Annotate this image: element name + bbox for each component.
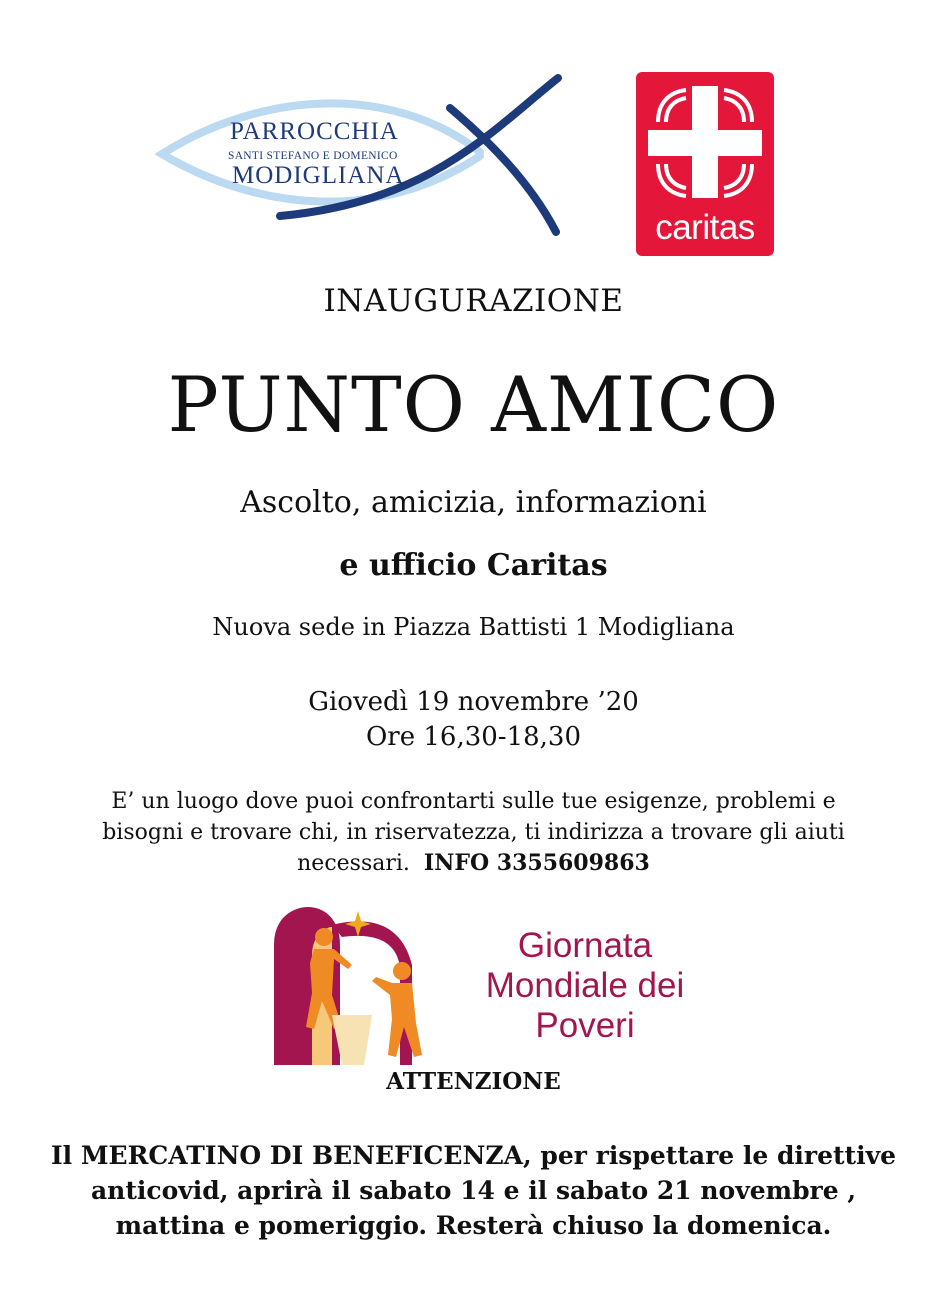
parish-name-line1: PARROCCHIA [230,118,399,145]
market-notice-line2: anticovid, aprirà il sabato 14 e il sabato 21 novembre , [90,1176,857,1205]
figure-right-icon [372,962,422,1057]
description-line1: E’ un luogo dove puoi confrontarti sulle tue esigenze, problemi e [111,789,836,814]
description-line3 [0,848,947,879]
subtitle: Ascolto, amicizia, informazioni [240,485,707,520]
caritas-wordmark: caritas [655,208,755,247]
description [0,786,947,879]
subtitle-bold: e ufficio Caritas [339,548,608,583]
parish-name-line2: SANTI STEFANO E DOMENICO [228,150,398,162]
event-date: Giovedì 19 novembre ’20 [308,687,639,717]
giornata-line1: Giornata [517,926,653,965]
location-text: Nuova sede in Piazza Battisti 1 Modigliana [212,613,735,641]
event-time: Ore 16,30-18,30 [365,722,582,752]
market-notice-line1: Il MERCATINO DI BENEFICENZA, per rispettare le direttive [50,1141,897,1170]
description-line2: bisogni e trovare chi, in riservatezza, ti indirizza a trovare gli aiuti [102,820,845,845]
market-notice [0,1138,947,1243]
fish-body-dark [280,78,558,216]
info-phone: INFO 3355609863 [423,850,650,876]
giornata-poveri-logo-art [272,905,448,1065]
giornata-line2: Mondiale dei [485,966,685,1005]
attention-heading: ATTENZIONE [386,1068,561,1095]
giornata-line3: Poveri [535,1006,635,1045]
caritas-cross-icon [636,72,774,212]
heading-inaugurazione: INAUGURAZIONE [323,283,624,319]
caritas-logo [636,72,774,256]
description-line3-text: necessari. [297,851,410,876]
parish-name-line3: MODIGLIANA [232,162,405,189]
page-title: PUNTO AMICO [167,360,780,449]
market-notice-line3: mattina e pomeriggio. Resterà chiuso la domenica. [115,1211,832,1240]
